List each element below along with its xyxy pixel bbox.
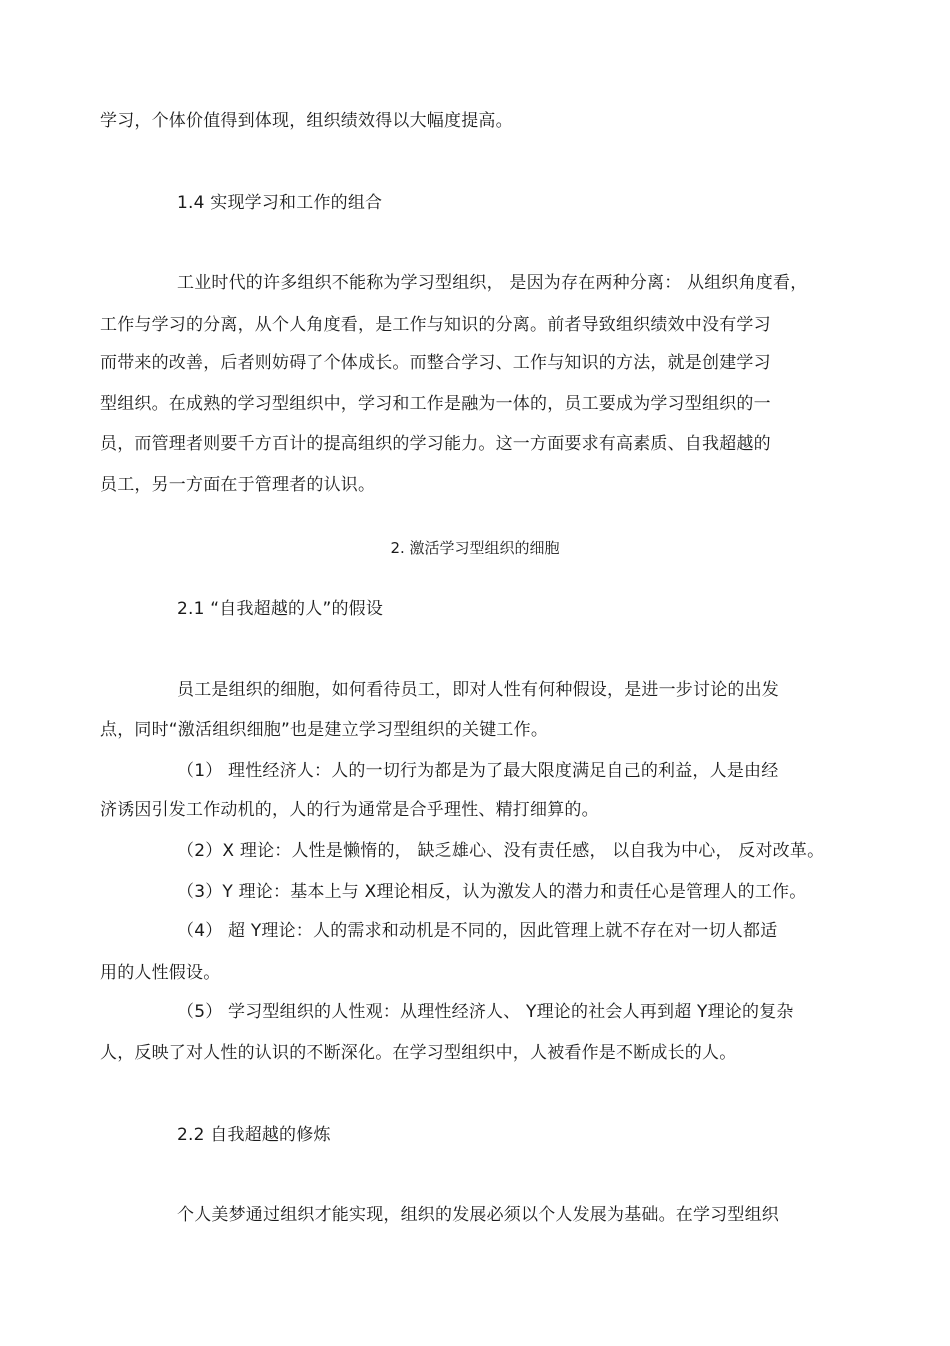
list-item-3: （3）Y 理论：基本上与 X理论相反，认为激发人的潜力和责任心是管理人的工作。 [177,882,807,902]
list-item-5: （5） 学习型组织的人性观：从理性经济人、 Y理论的社会人再到超 Y理论的复杂 [177,1002,794,1022]
body-line: 个人美梦通过组织才能实现，组织的发展必须以个人发展为基础。在学习型组织 [177,1205,779,1225]
body-line: 员工是组织的细胞，如何看待员工，即对人性有何种假设，是进一步讨论的出发 [177,680,779,700]
body-line: 员，而管理者则要千方百计的提高组织的学习能力。这一方面要求有高素质、自我超越的 [100,434,771,454]
list-item-4: （4） 超 Y理论：人的需求和动机是不同的，因此管理上就不存在对一切人都适 [177,921,778,941]
body-line: 型组织。在成熟的学习型组织中，学习和工作是融为一体的，员工要成为学习型组织的一 [100,394,771,414]
body-line: 工作与学习的分离，从个人角度看，是工作与知识的分离。前者导致组织绩效中没有学习 [100,315,771,335]
section-heading-2-1: 2.1 “自我超越的人”的假设 [177,599,384,619]
body-line: 点，同时“激活组织细胞”也是建立学习型组织的关键工作。 [100,720,549,740]
list-item-1: （1） 理性经济人：人的一切行为都是为了最大限度满足自己的利益，人是由经 [177,761,779,781]
body-line: 而带来的改善，后者则妨碍了个体成长。而整合学习、工作与知识的方法，就是创建学习 [100,353,771,373]
list-item-5-continuation: 人，反映了对人性的认识的不断深化。在学习型组织中，人被看作是不断成长的人。 [100,1043,737,1063]
section-heading-2-2: 2.2 自我超越的修炼 [177,1125,331,1145]
list-item-2: （2）X 理论：人性是懒惰的， 缺乏雄心、没有责任感， 以自我为中心， 反对改革。 [177,841,825,861]
chapter-heading-2: 2. 激活学习型组织的细胞 [390,539,560,557]
body-line: 工业时代的许多组织不能称为学习型组织， 是因为存在两种分离： 从组织角度看， [177,273,808,293]
list-item-1-continuation: 济诱因引发工作动机的，人的行为通常是合乎理性、精打细算的。 [100,800,599,820]
section-heading-1-4: 1.4 实现学习和工作的组合 [177,193,383,213]
body-line: 员工，另一方面在于管理者的认识。 [100,475,376,495]
list-item-4-continuation: 用的人性假设。 [100,963,221,983]
body-line-continuation: 学习，个体价值得到体现，组织绩效得以大幅度提高。 [100,111,513,131]
